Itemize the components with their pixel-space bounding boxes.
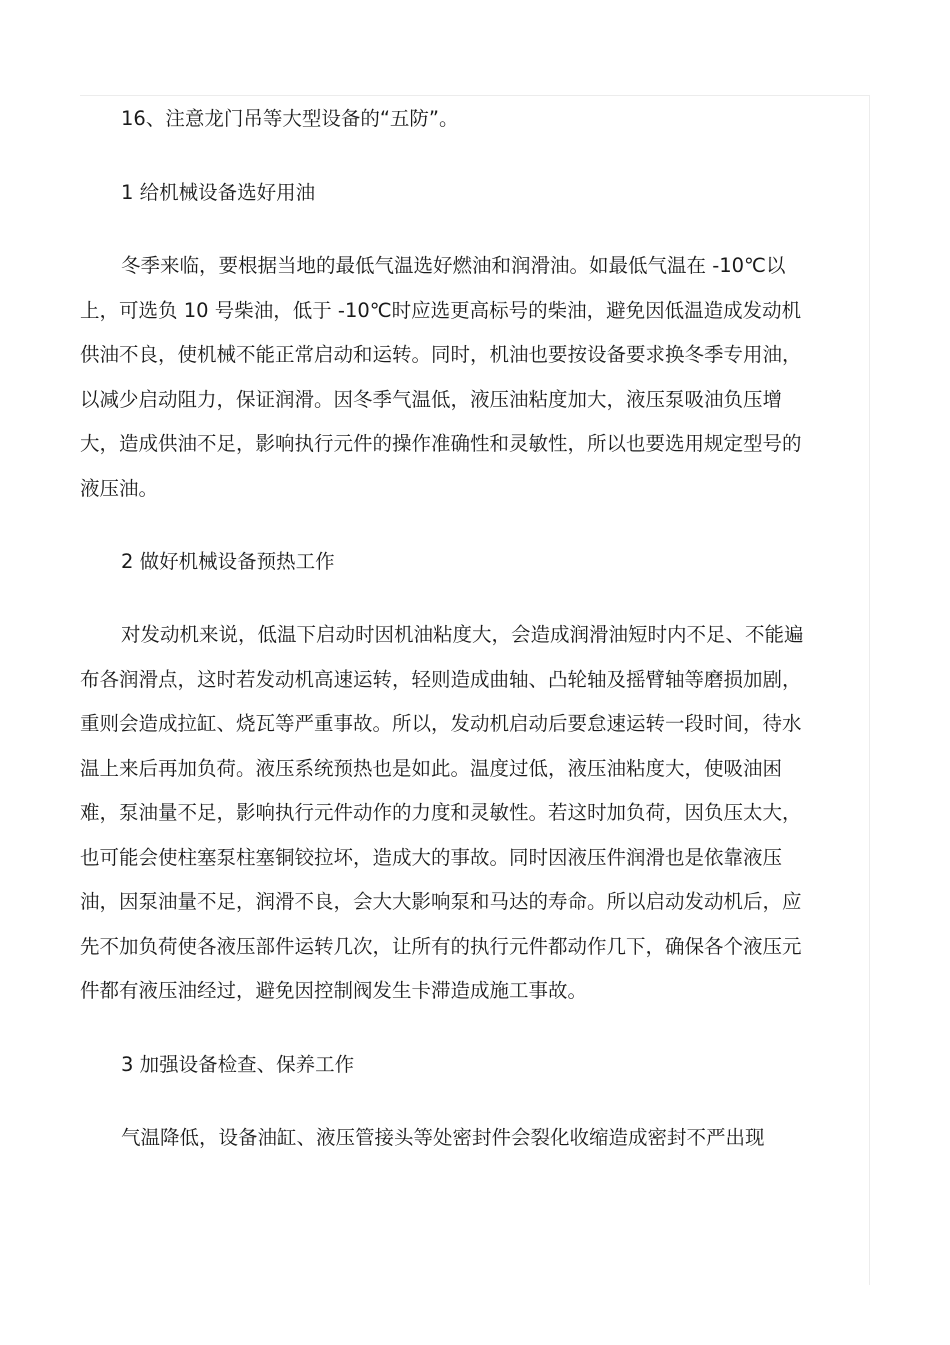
heading-five-precautions: 16、注意龙门吊等大型设备的“五防”。 [121,107,459,130]
paragraph-preheat: 对发动机来说，低温下启动时因机油粘度大，会造成润滑油短时内不足、不能遍布各润滑点，这时若发动机高速运转，轻则造成曲轴、凸轮轴及摇臂轴等磨损加剧，重则会造成拉缸、烧瓦等严重事故。所以，发动机启动后要怠速运转一段时间，待水温上来后再加负荷。液压系统预热也是如此。温度过低，液压油粘度大，使吸油困难，泵油量不足，影响执行元件动作的力度和灵敏性。若这时加负荷，因负压太大，也可能会使柱塞泵柱塞铜铰拉坏，造成大的事故。同时因液压件润滑也是依靠液压油，因泵油量不足，润滑不良，会大大影响泵和马达的寿命。所以启动发动机后，应先不加负荷使各液压部件运转几次，让所有的执行元件都动作几下，确保各个液压元件都有液压油经过，避免因控制阀发生卡滞造成施工事故。 [80,623,804,1002]
heading-inspection: 3 加强设备检查、保养工作 [121,1052,355,1076]
paragraph-inspection: 气温降低，设备油缸、液压管接头等处密封件会裂化收缩造成密封不严出现 [121,1125,765,1149]
heading-preheat: 2 做好机械设备预热工作 [121,550,335,573]
document-body [80,100,870,1160]
heading-select-oil: 1 给机械设备选好用油 [121,181,316,204]
paragraph-oil-selection: 冬季来临，要根据当地的最低气温选好燃油和润滑油。如最低气温在 -10℃以上，可选负 10 号柴油，低于 -10℃时应选更高标号的柴油，避免因低温造成发动机供油不良，使机械不能正常启动和运转。同时，机油也要按设备要求换冬季专用油，以减少启动阻力，保证润滑。因冬季气温低，液压油粘度加大，液压泵吸油负压增大，造成供油不足，影响执行元件的操作准确性和灵敏性，所以也要选用规定型号的液压油。 [80,254,802,500]
page-border-top [80,95,870,96]
